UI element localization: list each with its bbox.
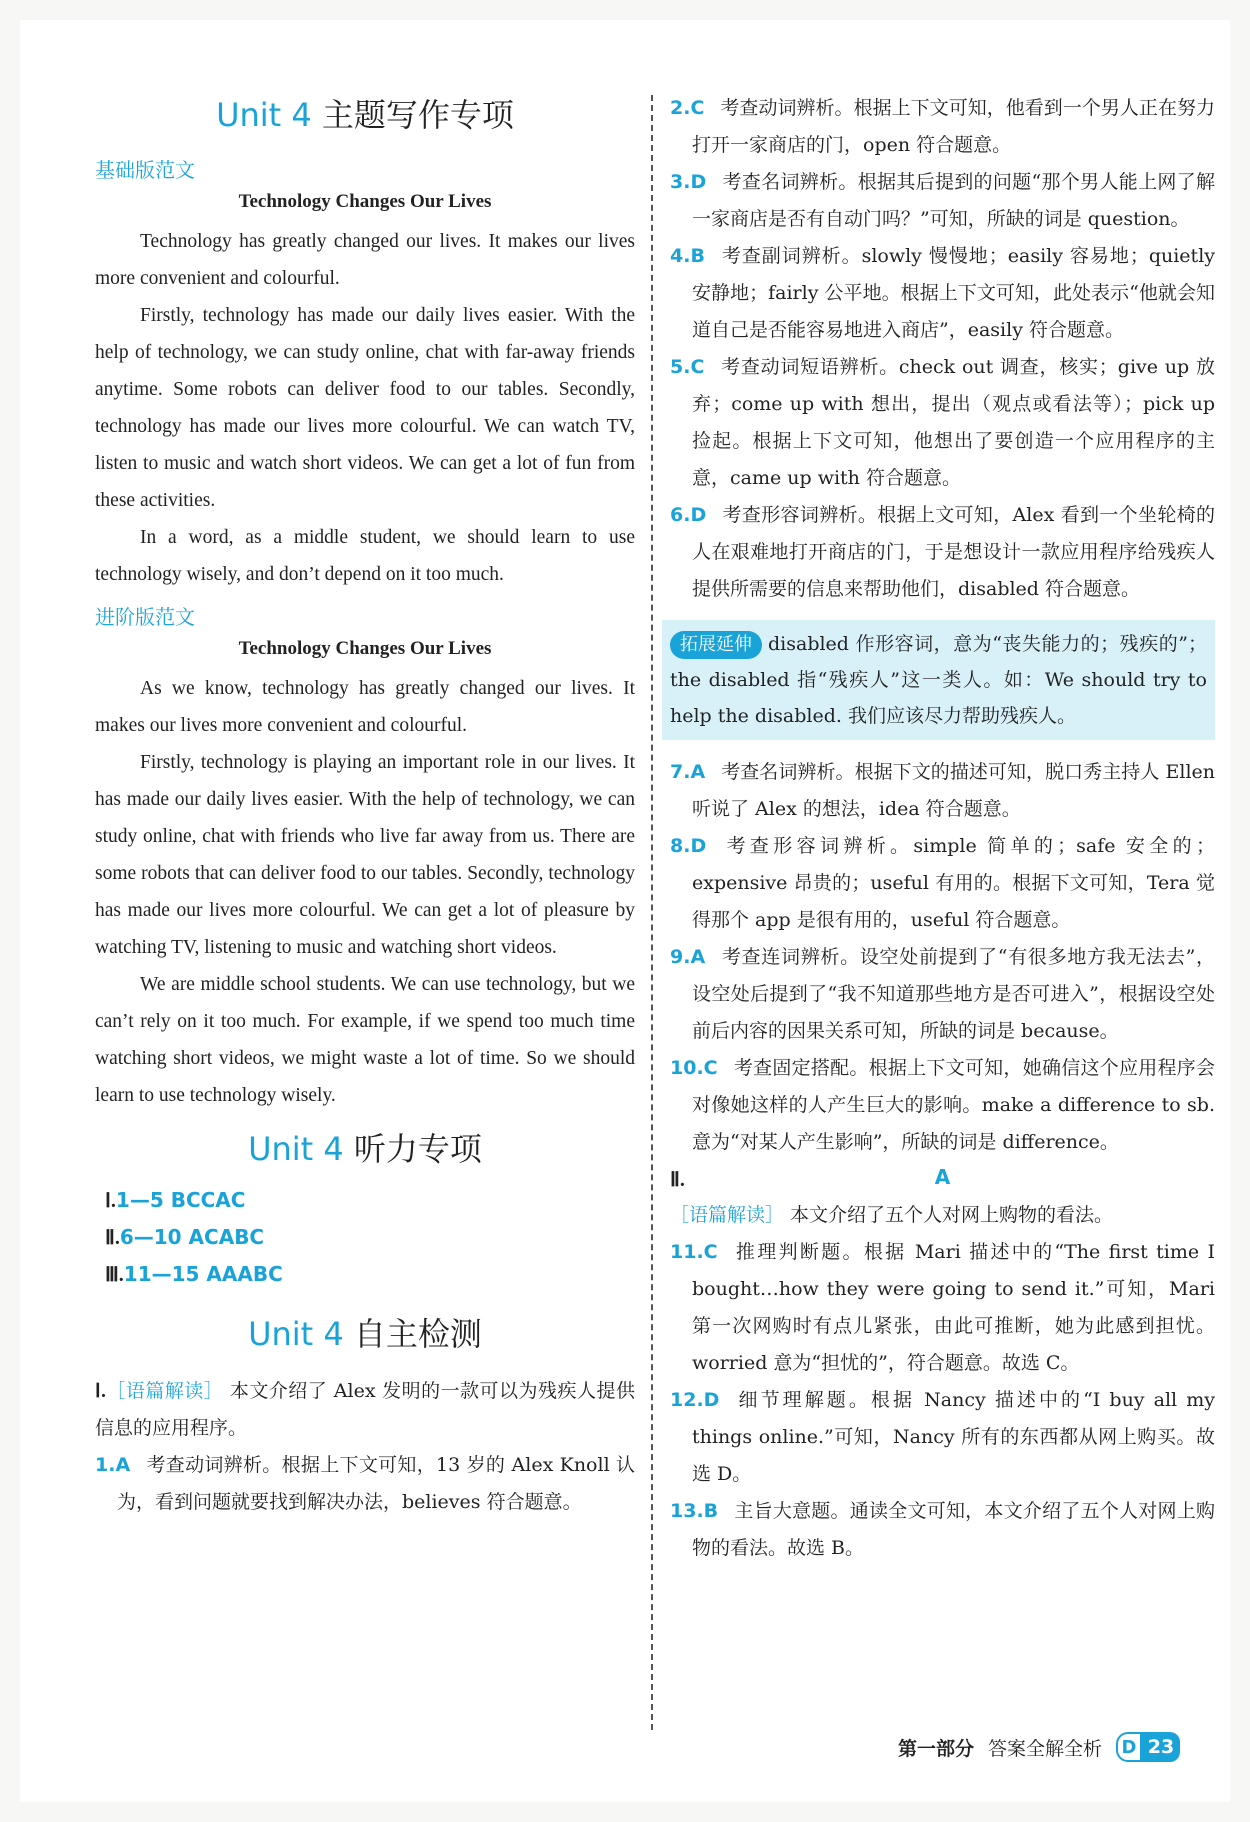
extension-box xyxy=(662,620,1215,740)
advanced-essay-title: Technology Changes Our Lives xyxy=(238,638,492,659)
unit-label: Unit 4 xyxy=(248,1315,344,1353)
section2-header: Ⅱ. A xyxy=(670,1165,951,1191)
listening-answers: Ⅲ.11—15 AAABC xyxy=(105,1262,283,1286)
footer-part: 第一部分 xyxy=(897,1737,974,1760)
writing-title xyxy=(95,90,635,136)
listening-answers: Ⅰ.1—5 BCCAC xyxy=(105,1188,246,1212)
right-column xyxy=(670,90,1215,1567)
answer-item: 11.C 推理判断题。根据 Mari 描述中的“The first time I bought…how they were going to send it.”可知，Mari 第一次网购时有点儿紧张，由此可推断，她为此感到担忧。worried 意为“担忧的”，符合题意。故选 C。 xyxy=(670,1241,1215,1374)
advanced-heading: 进阶版范文 xyxy=(95,605,195,629)
page-footer xyxy=(898,1732,1180,1762)
extension-label: 拓展延伸 xyxy=(670,631,762,659)
answer-item: 8.D 考查形容词辨析。simple 简单的；safe 安全的；expensive 昂贵的；useful 有用的。根据下文可知，Tera 觉得那个 app 是很有用的，useful 符合题意。 xyxy=(670,835,1215,931)
badge-letter: D xyxy=(1116,1732,1142,1762)
basic-paragraph: Technology has greatly changed our lives. It makes our lives more convenient and colourful. xyxy=(95,231,635,289)
column-divider xyxy=(651,95,653,1730)
check-intro: Ⅰ.［语篇解读］ 本文介绍了 Alex 发明的一款可以为残疾人提供信息的应用程序。 xyxy=(95,1380,635,1439)
title-text: 听力专项 xyxy=(343,1130,482,1168)
answer-item: 4.B 考查副词辨析。slowly 慢慢地；easily 容易地；quietly 安静地；fairly 公平地。根据上下文可知，此处表示“他就会知道自己是否能容易地进入商店”，easily 符合题意。 xyxy=(670,245,1215,341)
advanced-paragraph: We are middle school students. We can use technology, but we can’t rely on it too much. For example, if we spend too much time watching short videos, we might waste a lot of time. So we should learn to use technology wisely. xyxy=(95,974,635,1106)
page-number: 23 xyxy=(1142,1732,1180,1762)
basic-heading: 基础版范文 xyxy=(95,158,195,182)
basic-paragraph: Firstly, technology has made our daily lives easier. With the help of technology, we can study online, chat with far-away friends anytime. Some robots can deliver food to our tables. Secondly, technology has made our lives more colourful. We can watch TV, listen to music and watch short videos. We can get a lot of fun from these activities. xyxy=(95,305,635,511)
answer-item: 1.A 考查动词辨析。根据上下文可知，13 岁的 Alex Knoll 认为，看到问题就要找到解决办法，believes 符合题意。 xyxy=(95,1454,635,1513)
answer-item: 6.D 考查形容词辨析。根据上文可知，Alex 看到一个坐轮椅的人在艰难地打开商店的门，于是想设计一款应用程序给残疾人提供所需要的信息来帮助他们，disabled 符合题意。 xyxy=(670,504,1215,600)
answer-item: 13.B 主旨大意题。通读全文可知，本文介绍了五个人对网上购物的看法。故选 B。 xyxy=(670,1500,1215,1559)
extension-text: disabled 作形容词，意为“丧失能力的；残疾的”；the disabled 指“残疾人”这一类人。如：We should try to help the disabled. 我们应该尽力帮助残疾人。 xyxy=(670,633,1207,727)
title-text: 主题写作专项 xyxy=(311,96,514,134)
advanced-paragraph: Firstly, technology is playing an important role in our lives. It has made our daily lives easier. With the help of technology, we can study online, chat with friends who live far away from us. There are some robots that can deliver food to our tables. Secondly, technology has made our lives more colourful. We can get a lot of pleasure by watching TV, listening to music and watching short videos. xyxy=(95,752,635,958)
unit-label: Unit 4 xyxy=(216,96,312,134)
footer-label: 答案全解全析 xyxy=(987,1737,1102,1760)
answer-item: 7.A 考查名词辨析。根据下文的描述可知，脱口秀主持人 Ellen 听说了 Alex 的想法，idea 符合题意。 xyxy=(670,761,1215,820)
answer-item: 10.C 考查固定搭配。根据上下文可知，她确信这个应用程序会对像她这样的人产生巨大的影响。make a difference to sb.意为“对某人产生影响”，所缺的词是 difference。 xyxy=(670,1057,1215,1153)
answer-item: 12.D 细节理解题。根据 Nancy 描述中的“I buy all my things online.”可知，Nancy 所有的东西都从网上购买。故选 D。 xyxy=(670,1389,1215,1485)
basic-essay-title: Technology Changes Our Lives xyxy=(238,191,492,212)
unit-label: Unit 4 xyxy=(248,1130,344,1168)
reading-intro: ［语篇解读］ 本文介绍了五个人对网上购物的看法。 xyxy=(670,1204,1114,1226)
listening-answers: Ⅱ.6—10 ACABC xyxy=(105,1225,265,1249)
listening-title xyxy=(95,1124,635,1170)
left-column xyxy=(95,90,635,1521)
answer-item: 9.A 考查连词辨析。设空处前提到了“有很多地方我无法去”，设空处后提到了“我不知道那些地方是否可进入”，根据设空处前后内容的因果关系可知，所缺的词是 because。 xyxy=(670,946,1215,1042)
page xyxy=(20,20,1230,1802)
answer-item: 5.C 考查动词短语辨析。check out 调查，核实；give up 放弃；come up with 想出，提出（观点或看法等）；pick up 捡起。根据上下文可知，他想出了要创造一个应用程序的主意，came up with 符合题意。 xyxy=(670,356,1215,489)
answer-item: 2.C 考查动词辨析。根据上下文可知，他看到一个男人正在努力打开一家商店的门，open 符合题意。 xyxy=(670,97,1215,156)
basic-paragraph: In a word, as a middle student, we should learn to use technology wisely, and don’t depend on it too much. xyxy=(95,527,635,585)
page-number-badge xyxy=(1116,1732,1180,1762)
advanced-paragraph: As we know, technology has greatly changed our lives. It makes our lives more convenient and colourful. xyxy=(95,678,635,736)
check-title xyxy=(95,1309,635,1355)
answer-item: 3.D 考查名词辨析。根据其后提到的问题“那个男人能上网了解一家商店是否有自动门吗？”可知，所缺的词是 question。 xyxy=(670,171,1215,230)
title-text: 自主检测 xyxy=(343,1315,482,1353)
